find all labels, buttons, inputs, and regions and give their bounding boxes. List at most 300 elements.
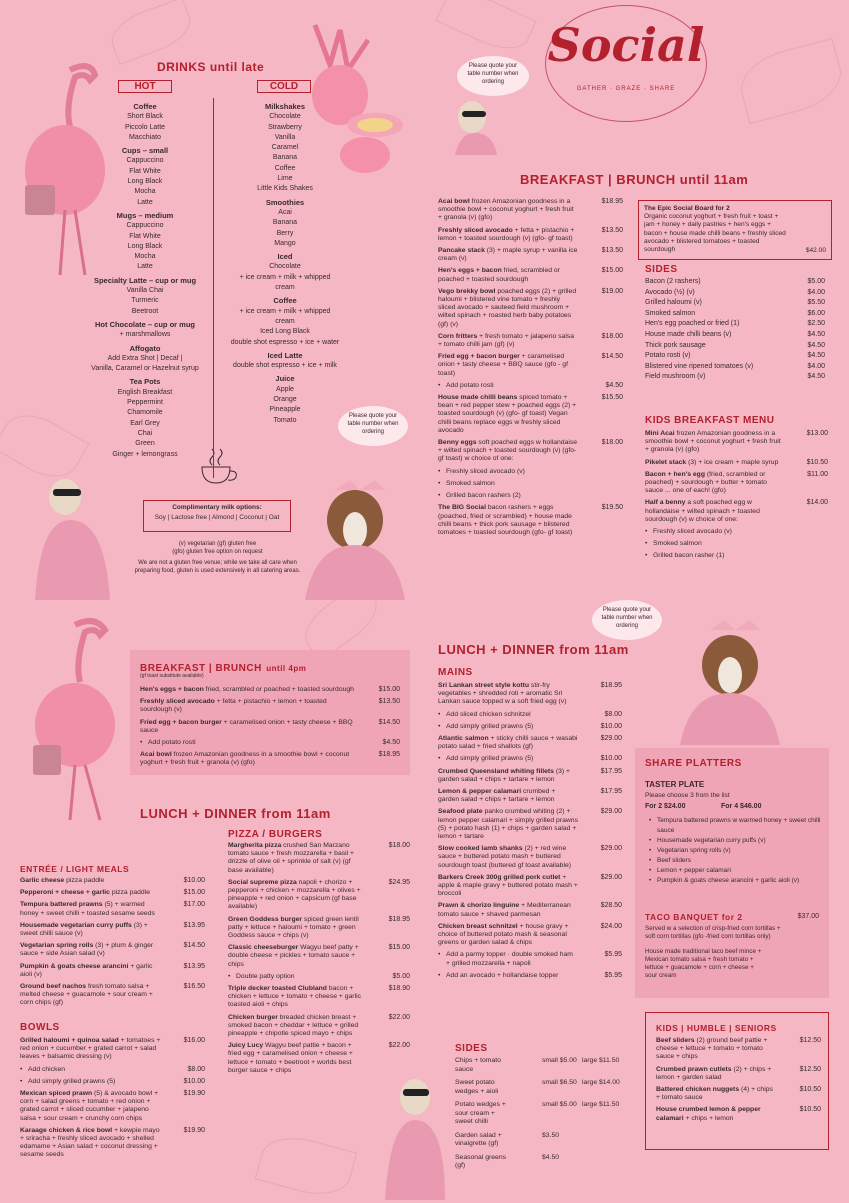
- menu-item-name: Benny eggs: [438, 439, 477, 447]
- bowls-title: BOWLS: [20, 1022, 60, 1033]
- palm-leaf-decoration: [105, 0, 196, 65]
- menu-item-name: Tempura battered prawns: [20, 901, 103, 909]
- drink-item: Vanilla, Caramel or Hazelnut syrup: [91, 365, 199, 373]
- menu-item-desc: Grilled bacon rashers (2): [446, 492, 521, 500]
- menu-item-desc: + house gravy + choice of buttered potato mash & seasonal greens or garden salad & chips: [438, 922, 569, 947]
- drink-section-heading: Tea Pots: [129, 377, 161, 387]
- menu-item-desc: Add simply grilled prawns (5): [446, 722, 534, 730]
- menu-item-price: $18.95: [388, 915, 410, 923]
- menu-item-price: $4.50: [382, 739, 400, 747]
- menu-item: [140, 698, 400, 714]
- menu-item: [228, 916, 410, 941]
- drink-item: Cappuccino: [126, 222, 164, 230]
- menu-item-desc: Double patty option: [236, 972, 295, 980]
- menu-item: [228, 1014, 410, 1039]
- menu-item-name: Ground beef nachos: [20, 983, 87, 991]
- dietary-notes: [120, 540, 315, 575]
- kids-menu-box: [645, 1012, 829, 1150]
- sides-title: SIDES: [645, 264, 678, 275]
- teacup-icon: [198, 445, 240, 490]
- menu-item-name: Chicken burger: [228, 1013, 278, 1021]
- side-item: [455, 1132, 625, 1149]
- menu-item-price: $18.00: [601, 439, 623, 447]
- menu-item-price: $24.00: [600, 922, 622, 930]
- menu-item-name: Triple decker toasted Clubland: [228, 985, 327, 993]
- menu-item-name: Hen's eggs + bacon: [140, 686, 204, 693]
- drink-item: Mocha: [134, 253, 156, 261]
- menu-item-desc: spiced tomato + bean + red pepper stew + poached eggs (2) + toasted sourdough (v) (gfo- gf toast) Vegan chilli beans replace eggs w freshly sliced avocado: [438, 394, 577, 434]
- drink-item: Chocolate: [269, 113, 301, 121]
- lunch-dinner-title: LUNCH + DINNER from 11am: [140, 806, 331, 821]
- palm-leaf-decoration: [435, 0, 536, 59]
- menu-item: [228, 944, 410, 969]
- brunch-4pm-list: [140, 686, 400, 772]
- menu-item-name: Seafood plate: [438, 808, 483, 816]
- menu-item-price: $19.00: [601, 287, 623, 295]
- menu-item-desc: bacon rashers + eggs (poached, fried or scrambled) + house made chilli beans + thick pork sausage + blistered tomatoes + toasted sourdough (gfo- gf toast): [438, 504, 573, 536]
- sides2-title: SIDES: [455, 1043, 488, 1054]
- menu-item-price: $10.00: [600, 755, 622, 763]
- drinks-title: DRINKS until late: [157, 60, 265, 74]
- menu-item-price: $15.00: [183, 889, 205, 897]
- side-item: [455, 1057, 625, 1074]
- brunch-4pm-title: BREAKFAST | BRUNCH: [140, 663, 262, 674]
- menu-item-desc: breaded chicken breast + smoked bacon + cheddar + lettuce + grilled pineapple + chipotle spiced mayo + chips: [228, 1013, 359, 1038]
- menu-item-desc: pizza paddle: [111, 889, 150, 897]
- drink-item: Long Black: [127, 242, 163, 250]
- menu-item: [20, 901, 205, 917]
- drink-item: Long Black: [127, 178, 163, 186]
- menu-item: [20, 889, 205, 897]
- share-platters-box: [635, 748, 829, 998]
- taster-option: • Vegetarian spring rolls (v): [647, 846, 822, 856]
- menu-item-desc: fried, scrambled or poached + toasted sourdough: [438, 267, 560, 283]
- menu-item-desc: Add simply grilled prawns (5): [28, 1077, 116, 1085]
- quote-text: Please quote your table number when ordering: [347, 413, 399, 435]
- menu-item: [438, 394, 623, 435]
- lunch-dinner-title: LUNCH + DINNER from 11am: [438, 642, 629, 657]
- menu-item-desc: (fried, scrambled or poached) + sourdough + butter + tomato sauce ... one of each! (gfo): [645, 470, 767, 495]
- dog-illustration: [300, 475, 410, 600]
- menu-item-name: Housemade vegetarian curry puffs: [20, 921, 132, 929]
- dietary-note-line: (gfo) gluten free option on request: [172, 549, 263, 555]
- taster-for-2: For 2 $24.00: [645, 803, 686, 810]
- menu-item-desc: Grilled bacon rasher (1): [653, 552, 725, 560]
- menu-item-desc: Add potato rosti: [446, 381, 494, 389]
- taster-option: • Tempura battered prawns w warmed honey + sweet chilli sauce: [647, 816, 822, 836]
- drink-item: Chocolate: [269, 263, 301, 271]
- menu-item-price: $13.95: [183, 962, 205, 970]
- brand-tagline: GATHER · GRAZE · SHARE: [576, 86, 676, 92]
- menu-item-desc: soft poached eggs w hollandaise + wilted spinach + toasted sourdough (v) (gfo- gf toast) w choice of one:: [438, 439, 578, 463]
- menu-item-price: $14.50: [601, 353, 623, 361]
- menu-item-name: Acai bowl: [140, 751, 172, 759]
- menu-item-desc: napoli + chorizo + pepperoni + chicken + mozzarella + olives + pineapple + red onion + capsicum (gf base available): [228, 878, 361, 911]
- menu-item-name: Bacon + hen's egg: [645, 470, 705, 478]
- drink-item: Orange: [273, 396, 297, 404]
- drink-item: Ginger + lemongrass: [112, 450, 178, 458]
- menu-item-price: $19.90: [183, 1090, 205, 1098]
- side-item: [645, 372, 825, 383]
- taster-option: • Housemade vegetarian curry puffs (v): [647, 836, 822, 846]
- side-item-name: Seasonal greens (gf): [455, 1153, 507, 1169]
- menu-item-price: $5.00: [392, 972, 410, 980]
- menu-item-desc: + garlic aioli (v): [20, 962, 153, 978]
- menu-item-name: Fried egg + bacon burger: [438, 353, 520, 361]
- menu-addon: [645, 528, 828, 536]
- menu-item-desc: Smoked salmon: [446, 479, 495, 487]
- taco-banquet-price: $37.00: [797, 913, 819, 920]
- drink-section-heading: Specialty Latte – cup or mug: [93, 275, 197, 285]
- drink-item: Banana: [272, 154, 298, 162]
- dog-illustration: [675, 615, 785, 745]
- drink-section-heading: Smoothies: [265, 197, 305, 207]
- menu-item-price: $16.50: [183, 983, 205, 991]
- menu-item-price: $17.95: [600, 767, 622, 775]
- menu-item-name: Margherita pizza: [228, 842, 282, 849]
- side-item-small-price: $4.50: [542, 1153, 560, 1161]
- menu-item-name: Beef sliders: [656, 1037, 695, 1044]
- drink-item: + marshmallows: [119, 331, 171, 339]
- side-item-small-price: small $5.00: [542, 1101, 577, 1108]
- menu-item-price: $28.50: [600, 902, 622, 910]
- menu-item-desc: (3) + garden salad + chips + tartare + lemon: [438, 767, 570, 783]
- menu-item-price: $8.00: [604, 710, 622, 718]
- menu-item: [645, 459, 828, 467]
- dog-illustration: [450, 95, 500, 155]
- menu-item: [438, 333, 623, 349]
- side-item-name: Sweet potato wedges + aioli: [455, 1079, 499, 1095]
- palm-leaf-decoration: [255, 1129, 357, 1203]
- side-item-price: $5.50: [807, 299, 825, 307]
- side-item-name: Chips + tomato sauce: [455, 1057, 501, 1073]
- menu-item-name: Lemon & pepper calamari: [438, 788, 522, 796]
- drink-item: + ice cream + milk + whipped cream: [239, 307, 331, 325]
- menu-item-desc: + apple & maple gravy + buttered potato mash + broccoli: [438, 873, 578, 898]
- breakfast-title: BREAKFAST | BRUNCH until 11am: [520, 172, 749, 187]
- menu-item-price: $10.00: [600, 722, 622, 730]
- menu-item-price: $10.50: [799, 1106, 821, 1114]
- drink-item: Tomato: [273, 416, 297, 424]
- menu-item: [20, 963, 205, 979]
- taco-banquet-desc2: House made traditional taco beef mince + Mexican tomato salsa + fresh tomato + lettuce + guacamole + corn + cheese + sour cream: [645, 948, 762, 979]
- menu-addon: [645, 540, 828, 548]
- menu-item-price: $24.95: [388, 878, 410, 886]
- taco-banquet-desc: Served w a selection of crisp-fried corn tortillas + soft corn tortillas (gfo -fried corn tortillas only): [645, 925, 781, 940]
- menu-addon: [20, 1078, 205, 1086]
- side-item-price: $2.50: [807, 320, 825, 328]
- sides2-list: [455, 1057, 625, 1176]
- side-item-price: $4.50: [807, 330, 825, 338]
- menu-item-desc: Add potato rosti: [148, 739, 196, 747]
- menu-item-name: The BIG Social: [438, 504, 486, 512]
- menu-item-price: $8.00: [187, 1065, 205, 1073]
- menu-item: [438, 247, 623, 263]
- menu-item-desc: frozen Amazonian goodness in a smoothie bowl + coconut yoghurt + fresh fruit + granola (v) (gfo): [140, 751, 350, 767]
- side-item-name: Bacon (2 rashers): [645, 278, 701, 285]
- drink-section-heading: Milkshakes: [264, 102, 306, 111]
- menu-item-desc: (4) + chips + tomato sauce: [656, 1086, 773, 1102]
- menu-item: [20, 922, 205, 938]
- quote-text: Please quote your table number when ordering: [601, 607, 653, 629]
- menu-item-price: $12.50: [799, 1037, 821, 1044]
- menu-item: [228, 985, 410, 1010]
- menu-item: [228, 842, 410, 875]
- brand-logo: [545, 5, 707, 122]
- taster-option: • Pumpkin & goats cheese arancini + garlic aioli (v): [647, 876, 822, 886]
- quote-bubble: [592, 600, 662, 640]
- epic-board-box: [638, 200, 832, 260]
- drink-item: Vanilla Chai: [126, 287, 164, 295]
- menu-item-price: $15.00: [378, 686, 400, 693]
- drink-section-heading: Iced Latte: [267, 350, 303, 360]
- menu-item-name: House crumbed lemon & pepper calamari: [656, 1106, 761, 1122]
- menu-item: [228, 879, 410, 912]
- menu-item-price: $10.00: [183, 877, 205, 884]
- menu-item: [438, 439, 623, 464]
- menu-item-desc: frozen Amazonian goodness in a smoothie bowl + coconut yoghurt + fresh fruit + granola (v) (gfo): [438, 198, 574, 222]
- drink-section-heading: Iced: [277, 252, 293, 262]
- menu-item-desc: pizza paddle: [66, 877, 105, 884]
- menu-item: [656, 1037, 821, 1062]
- menu-item-desc: crumbed + garden salad + chips + tartare + lemon: [438, 788, 556, 804]
- drink-section-heading: Coffee: [133, 102, 157, 111]
- menu-item-price: $5.95: [604, 951, 622, 959]
- menu-item-name: Corn fritters: [438, 332, 478, 340]
- menu-item: [438, 682, 622, 707]
- hot-label: HOT: [118, 80, 172, 93]
- menu-item-name: Social supreme pizza: [228, 878, 297, 886]
- taster-option: • Beef sliders: [647, 856, 822, 866]
- menu-item-price: $29.00: [600, 873, 622, 881]
- menu-item-price: $10.00: [183, 1077, 205, 1085]
- quote-bubble: [338, 406, 408, 446]
- drink-item: double shot espresso + ice + milk: [233, 362, 337, 370]
- menu-item-price: $18.95: [378, 751, 400, 759]
- side-item-small-price: $3.50: [542, 1131, 560, 1139]
- share-platters-title: SHARE PLATTERS: [645, 758, 742, 769]
- menu-item-price: $18.90: [388, 985, 410, 993]
- menu-item-price: $11.00: [807, 470, 828, 478]
- side-item: [645, 319, 825, 330]
- quote-bubble: [457, 56, 529, 96]
- kids-menu-title: KIDS | HUMBLE | SENIORS: [656, 1023, 777, 1033]
- side-item: [455, 1101, 625, 1127]
- drink-item: Mango: [274, 239, 296, 247]
- drink-item: Beetroot: [131, 307, 159, 315]
- mains-title: MAINS: [438, 667, 473, 678]
- menu-item-desc: + fresh tomato + jalapeno salsa + tomato chilli jam (gf) (v): [438, 332, 575, 349]
- menu-item-desc: + sticky chilli sauce + wasabi potato salad + fried shallots (gf): [438, 735, 578, 751]
- sides-list: [645, 277, 825, 383]
- side-item: [645, 341, 825, 352]
- side-item-small-price: small $5.00: [542, 1057, 577, 1064]
- menu-item-desc: spiced green lentil patty + lettuce + haloumi + tomato + green Goddess sauce + chips (v): [228, 915, 359, 940]
- menu-addon: [438, 972, 622, 980]
- flamingo-illustration: [15, 615, 125, 825]
- menu-item-price: $22.00: [388, 1042, 410, 1050]
- menu-item-desc: (3) + plum & ginger sauce + side Asian salad (v): [20, 942, 154, 958]
- brunch-4pm-note: (gf toast substitute available): [140, 673, 204, 679]
- side-item: [645, 298, 825, 309]
- epic-board-title: The Epic Social Board for 2: [644, 205, 730, 212]
- side-item-name: Potato rosti (v): [645, 352, 691, 360]
- drink-section-heading: Mugs – medium: [116, 210, 174, 220]
- menu-item: [438, 768, 622, 784]
- side-item-price: $6.00: [807, 309, 825, 317]
- menu-item-desc: + caramelised onion + tasty cheese + BBQ sauce: [140, 718, 353, 734]
- menu-item-price: $10.50: [806, 458, 828, 466]
- menu-item-price: $5.95: [604, 971, 622, 979]
- menu-item: [645, 471, 828, 496]
- side-item-name: Field mushroom (v): [645, 373, 706, 381]
- menu-item-name: Half a benny: [645, 499, 686, 507]
- menu-item-desc: Add chicken: [28, 1065, 66, 1073]
- menu-item-name: Juicy Lucy: [228, 1042, 264, 1050]
- menu-addon: [20, 1066, 205, 1074]
- menu-item: [438, 288, 623, 329]
- drink-item: Short Black: [127, 113, 163, 121]
- side-item-price: $5.00: [807, 278, 825, 285]
- dog-illustration: [25, 475, 115, 600]
- drink-item: Strawberry: [268, 123, 302, 131]
- menu-item-desc: stir-fry vegetables + shredded roti + aromatic Sri Lankan sauce topped w a soft fried egg (v): [438, 682, 567, 706]
- menu-item: [20, 1090, 205, 1123]
- cold-label: COLD: [257, 80, 311, 93]
- drink-item: Little Kids Shakes: [257, 185, 313, 193]
- drink-section-heading: Juice: [275, 374, 295, 384]
- menu-item-desc: + chips + lemon: [685, 1114, 734, 1122]
- side-item-price: $4.50: [807, 352, 825, 360]
- dog-illustration: [380, 1075, 450, 1200]
- menu-addon: [438, 492, 623, 500]
- milk-options-box: [143, 500, 291, 532]
- menu-item-desc: frozen Amazonian goodness in a smoothie bowl + coconut yoghurt + fresh fruit + granola (v) (gfo): [645, 430, 781, 454]
- menu-item: [438, 808, 622, 841]
- menu-addon: [438, 711, 622, 719]
- menu-item-name: Pepperoni + cheese + garlic: [20, 889, 110, 897]
- menu-item: [20, 1127, 205, 1160]
- menu-item-name: Grilled haloumi + quinoa salad: [20, 1037, 119, 1044]
- side-item: [645, 351, 825, 362]
- drink-item: Caramel: [271, 144, 299, 152]
- menu-item: [140, 686, 400, 694]
- menu-item: [438, 923, 622, 948]
- menu-item: [645, 499, 828, 524]
- bowls-list: [20, 1037, 205, 1164]
- menu-item-name: Vegetarian spring rolls: [20, 942, 94, 950]
- menu-item-desc: bacon + chicken + lettuce + tomato + cheese + garlic toasted aioli + chips: [228, 985, 361, 1009]
- quote-text: Please quote your table number when ordering: [467, 63, 519, 85]
- menu-item-desc: (3) + sweet chilli sauce (v): [20, 921, 148, 938]
- menu-item-price: $17.00: [183, 901, 205, 909]
- menu-item-name: Barkers Creek 300g grilled pork cutlet: [438, 873, 561, 881]
- menu-item-desc: Add a parmy topper · double smoked ham + grilled mozzarella + napoli: [446, 951, 573, 967]
- menu-item-price: $29.00: [600, 808, 622, 816]
- menu-item-price: $13.50: [601, 226, 623, 234]
- cold-drinks-list: [230, 99, 340, 426]
- side-item-name: Potato wedges + sour cream + sweet chilli: [455, 1101, 506, 1125]
- menu-item-desc: Add sliced chicken schnitzel: [446, 710, 531, 718]
- side-item: [645, 330, 825, 341]
- menu-item: [438, 735, 622, 751]
- menu-item-name: Chicken breast schnitzel: [438, 922, 518, 930]
- menu-item-desc: Freshly sliced avocado (v): [446, 467, 525, 475]
- menu-item-desc: Freshly sliced avocado (v): [653, 528, 732, 536]
- menu-item-name: Pancake stack: [438, 247, 485, 255]
- menu-item: [656, 1066, 821, 1082]
- palm-leaf-decoration: [734, 38, 849, 124]
- menu-item-name: House made chilli beans: [438, 394, 518, 402]
- side-item-name: Smoked salmon: [645, 309, 696, 317]
- menu-item: [20, 942, 205, 958]
- menu-item-price: $13.50: [378, 698, 400, 706]
- menu-item-name: Sri Lankan street style kottu: [438, 682, 530, 689]
- menu-item: [438, 902, 622, 918]
- menu-item-desc: (2) ground beef pattie + cheese + lettuce + tomato + tomato sauce + chips: [656, 1037, 768, 1061]
- menu-item-price: $19.50: [601, 504, 623, 512]
- drinks-divider: [213, 98, 214, 478]
- drink-section-heading: Hot Chocolate – cup or mug: [94, 319, 195, 329]
- menu-item-price: $18.95: [601, 198, 623, 205]
- kids-breakfast-list: [645, 430, 828, 565]
- menu-item-name: Crumbed prawn cutlets: [656, 1065, 732, 1073]
- menu-addon: [438, 951, 622, 967]
- drink-item: Acai: [278, 208, 292, 216]
- menu-item-price: $18.95: [600, 682, 622, 689]
- menu-item-name: Hen's eggs + bacon: [438, 267, 502, 275]
- kids-menu-list: [656, 1037, 821, 1127]
- menu-addon: [645, 552, 828, 560]
- taster-plate-subtitle: Please choose 3 from the list: [645, 792, 730, 799]
- pizza-title: PIZZA / BURGERS: [228, 829, 323, 840]
- menu-addon: [438, 382, 623, 390]
- drink-item: Apple: [276, 385, 294, 393]
- side-item-price: $4.00: [807, 288, 825, 296]
- side-item: [645, 288, 825, 299]
- drink-item: Banana: [272, 219, 298, 227]
- menu-addon: [438, 755, 622, 763]
- kids-breakfast-title: KIDS BREAKFAST MENU: [645, 415, 775, 426]
- menu-item-name: Slow cooked lamb shanks: [438, 845, 523, 853]
- taster-for-4: For 4 $46.00: [721, 803, 762, 810]
- menu-item-price: $29.00: [600, 845, 622, 853]
- menu-addon: [140, 739, 400, 747]
- menu-item-price: $4.50: [605, 381, 623, 389]
- menu-item-name: Green Goddess burger: [228, 915, 303, 923]
- menu-item-desc: fresh tomato salsa + melted cheese + guacamole + sour cream + corn chips (gf): [20, 983, 153, 1007]
- menu-item-price: $14.50: [378, 718, 400, 726]
- drink-section-heading: Affogato: [129, 343, 161, 353]
- menu-item: [438, 227, 623, 243]
- menu-item: [438, 504, 623, 537]
- menu-addon: [438, 468, 623, 476]
- drink-item: Chai: [137, 429, 153, 437]
- pizza-list: [228, 842, 410, 1079]
- menu-item-price: $13.50: [601, 247, 623, 255]
- menu-item-desc: crushed San Marzano tomato sauce + fresh mozzarella + basil + drizzle of olive oil + sprinkle of salt (v) (gf base available): [228, 842, 354, 874]
- side-item: [455, 1079, 625, 1096]
- dietary-note-line: We are not a gluten free venue; while we take all care when: [138, 560, 297, 566]
- menu-item-desc: (2) + chips + lemon + garden salad: [656, 1065, 772, 1081]
- menu-item-desc: Wagyu beef patty + double cheese + pickles + tomato sauce + chips: [228, 944, 359, 968]
- menu-item-desc: + Mediterranean tomato sauce + shaved parmesan: [438, 902, 571, 918]
- menu-item-name: Crumbed Queensland whiting fillets: [438, 767, 554, 775]
- menu-item-price: $29.00: [600, 735, 622, 743]
- menu-item-desc: (3) + ice cream + maple syrup: [688, 458, 779, 466]
- menu-item-name: Mini Acai: [645, 430, 675, 437]
- drink-item: Earl Grey: [130, 419, 160, 427]
